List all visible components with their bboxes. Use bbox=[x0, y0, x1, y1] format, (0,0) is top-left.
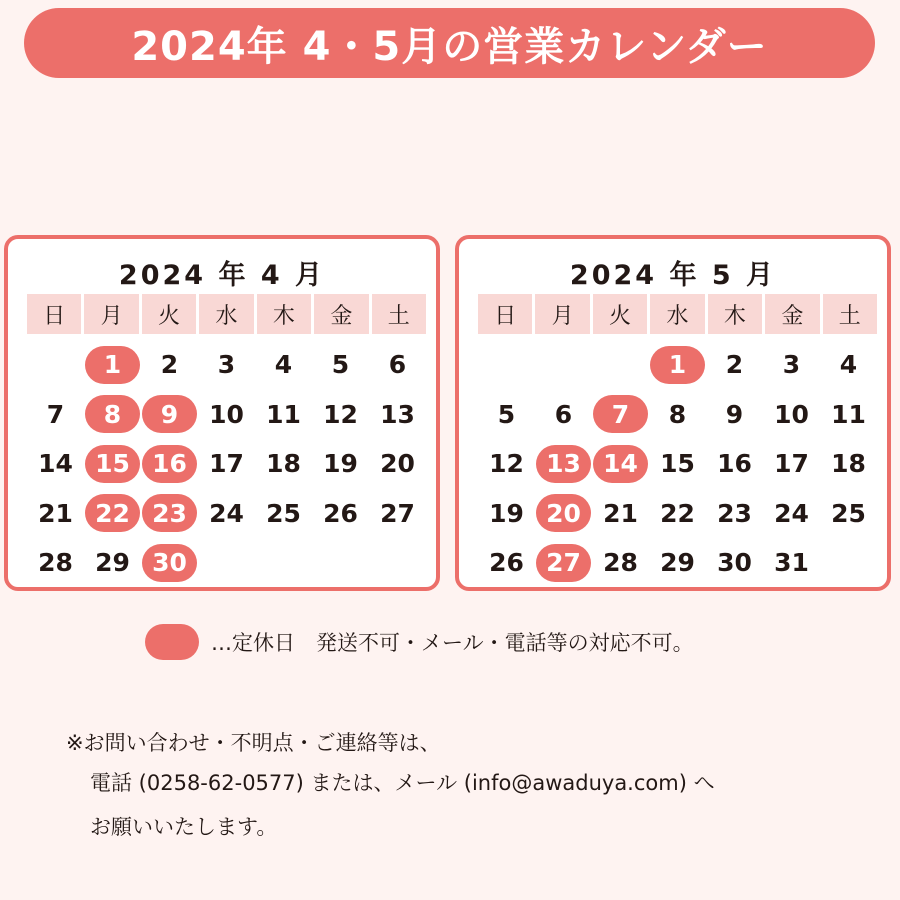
day-cell bbox=[649, 340, 706, 390]
day-cell bbox=[141, 538, 198, 588]
day-cell bbox=[255, 489, 312, 539]
contact-note-line: お願いいたします。 bbox=[90, 815, 278, 839]
day-number: 31 bbox=[774, 548, 809, 578]
closed-day-number: 1 bbox=[650, 346, 705, 384]
day-cell bbox=[478, 439, 535, 489]
day-number: 12 bbox=[489, 449, 524, 479]
day-number: 16 bbox=[717, 449, 752, 479]
closed-day-number: 7 bbox=[593, 395, 648, 433]
weekday-cell: 日 bbox=[27, 294, 81, 334]
day-number: 8 bbox=[668, 399, 687, 429]
day-cell bbox=[27, 489, 84, 539]
day-cell bbox=[649, 390, 706, 440]
weekday-cell: 木 bbox=[708, 294, 762, 334]
day-cell bbox=[592, 439, 649, 489]
closed-day-number: 22 bbox=[85, 494, 140, 532]
weekday-cell: 月 bbox=[535, 294, 589, 334]
day-cell bbox=[255, 340, 312, 390]
day-number: 4 bbox=[274, 350, 293, 380]
day-number: 4 bbox=[839, 350, 858, 380]
legend bbox=[145, 622, 694, 662]
day-cell bbox=[141, 340, 198, 390]
day-cell bbox=[478, 340, 535, 390]
day-grid bbox=[478, 340, 877, 588]
day-cell bbox=[820, 489, 877, 539]
weekday-cell: 水 bbox=[199, 294, 253, 334]
day-number: 17 bbox=[774, 449, 809, 479]
day-number: 30 bbox=[717, 548, 752, 578]
day-cell bbox=[763, 340, 820, 390]
day-number: 22 bbox=[660, 498, 695, 528]
calendar-april bbox=[4, 235, 440, 591]
calendar-may bbox=[455, 235, 891, 591]
day-cell bbox=[592, 390, 649, 440]
closed-day-number: 23 bbox=[142, 494, 197, 532]
day-cell bbox=[706, 439, 763, 489]
day-number: 29 bbox=[660, 548, 695, 578]
day-cell bbox=[592, 538, 649, 588]
day-cell bbox=[198, 340, 255, 390]
day-number: 6 bbox=[554, 399, 573, 429]
day-cell bbox=[820, 390, 877, 440]
day-number: 14 bbox=[38, 449, 73, 479]
day-cell bbox=[535, 390, 592, 440]
day-number: 21 bbox=[38, 498, 73, 528]
weekday-cell: 金 bbox=[314, 294, 368, 334]
closed-day-number: 15 bbox=[85, 445, 140, 483]
day-cell bbox=[478, 538, 535, 588]
day-cell bbox=[820, 340, 877, 390]
day-number bbox=[536, 346, 591, 384]
day-cell bbox=[27, 538, 84, 588]
day-number: 15 bbox=[660, 449, 695, 479]
day-number: 3 bbox=[782, 350, 801, 380]
day-cell bbox=[706, 390, 763, 440]
day-number: 2 bbox=[160, 350, 179, 380]
day-number: 17 bbox=[209, 449, 244, 479]
day-cell bbox=[84, 390, 141, 440]
day-number: 24 bbox=[209, 498, 244, 528]
closed-day-swatch bbox=[145, 624, 199, 660]
day-cell bbox=[141, 489, 198, 539]
day-cell bbox=[198, 390, 255, 440]
weekday-header bbox=[478, 294, 877, 334]
weekday-cell: 火 bbox=[142, 294, 196, 334]
day-cell bbox=[649, 538, 706, 588]
day-number: 11 bbox=[266, 399, 301, 429]
day-number: 5 bbox=[331, 350, 350, 380]
day-cell bbox=[255, 538, 312, 588]
day-cell bbox=[369, 340, 426, 390]
day-cell bbox=[312, 489, 369, 539]
day-number bbox=[370, 544, 425, 582]
contact-note-line: ※お問い合わせ・不明点・ご連絡等は、 bbox=[66, 731, 441, 755]
day-number: 28 bbox=[603, 548, 638, 578]
day-number: 13 bbox=[380, 399, 415, 429]
weekday-cell: 月 bbox=[84, 294, 138, 334]
day-cell bbox=[478, 390, 535, 440]
day-number: 26 bbox=[489, 548, 524, 578]
day-number bbox=[479, 346, 534, 384]
day-number: 11 bbox=[831, 399, 866, 429]
page-title: 2024年 4・5月の営業カレンダー bbox=[131, 23, 768, 70]
day-number bbox=[199, 544, 254, 582]
weekday-cell: 火 bbox=[593, 294, 647, 334]
day-cell bbox=[312, 390, 369, 440]
day-number: 19 bbox=[323, 449, 358, 479]
day-cell bbox=[592, 340, 649, 390]
day-number: 27 bbox=[380, 498, 415, 528]
closed-day-number: 30 bbox=[142, 544, 197, 582]
day-number: 21 bbox=[603, 498, 638, 528]
day-number: 9 bbox=[725, 399, 744, 429]
closed-day-number: 1 bbox=[85, 346, 140, 384]
day-number: 20 bbox=[380, 449, 415, 479]
weekday-cell: 水 bbox=[650, 294, 704, 334]
day-number: 28 bbox=[38, 548, 73, 578]
day-cell bbox=[649, 439, 706, 489]
day-cell bbox=[369, 489, 426, 539]
day-cell bbox=[312, 340, 369, 390]
day-cell bbox=[535, 538, 592, 588]
day-cell bbox=[592, 489, 649, 539]
day-cell bbox=[27, 390, 84, 440]
day-cell bbox=[649, 489, 706, 539]
day-number: 26 bbox=[323, 498, 358, 528]
day-cell bbox=[369, 390, 426, 440]
day-grid bbox=[27, 340, 426, 588]
day-number: 6 bbox=[388, 350, 407, 380]
day-cell bbox=[84, 340, 141, 390]
contact-note-line: 電話 (0258-62-0577) または、メール (info@awaduya.com) へ bbox=[90, 771, 715, 795]
day-number: 29 bbox=[95, 548, 130, 578]
weekday-cell: 土 bbox=[823, 294, 877, 334]
day-cell bbox=[84, 489, 141, 539]
day-cell bbox=[141, 390, 198, 440]
calendar-title: 2024 年 4 月 bbox=[118, 260, 326, 291]
day-number bbox=[28, 346, 83, 384]
day-cell bbox=[535, 340, 592, 390]
day-cell bbox=[198, 538, 255, 588]
weekday-cell: 土 bbox=[372, 294, 426, 334]
day-cell bbox=[27, 439, 84, 489]
calendar-title: 2024 年 5 月 bbox=[569, 260, 777, 291]
closed-day-number: 27 bbox=[536, 544, 591, 582]
weekday-cell: 金 bbox=[765, 294, 819, 334]
closed-day-number: 14 bbox=[593, 445, 648, 483]
day-cell bbox=[706, 489, 763, 539]
day-number: 18 bbox=[266, 449, 301, 479]
day-cell bbox=[763, 538, 820, 588]
title-banner bbox=[24, 8, 875, 78]
day-cell bbox=[820, 538, 877, 588]
day-cell bbox=[706, 340, 763, 390]
day-cell bbox=[763, 390, 820, 440]
day-cell bbox=[478, 489, 535, 539]
day-number: 5 bbox=[497, 399, 516, 429]
day-cell bbox=[369, 538, 426, 588]
closed-day-number: 9 bbox=[142, 395, 197, 433]
day-cell bbox=[763, 489, 820, 539]
day-number bbox=[821, 544, 876, 582]
weekday-cell: 木 bbox=[257, 294, 311, 334]
day-number: 7 bbox=[46, 399, 65, 429]
day-cell bbox=[84, 538, 141, 588]
day-cell bbox=[706, 538, 763, 588]
day-cell bbox=[820, 439, 877, 489]
day-cell bbox=[535, 439, 592, 489]
legend-text: …定休日 発送不可・メール・電話等の対応不可。 bbox=[211, 631, 694, 655]
day-cell bbox=[198, 439, 255, 489]
day-cell bbox=[27, 340, 84, 390]
day-cell bbox=[255, 439, 312, 489]
day-cell bbox=[763, 439, 820, 489]
day-number: 2 bbox=[725, 350, 744, 380]
day-number: 18 bbox=[831, 449, 866, 479]
closed-day-number: 8 bbox=[85, 395, 140, 433]
day-number: 10 bbox=[774, 399, 809, 429]
closed-day-number: 20 bbox=[536, 494, 591, 532]
day-number bbox=[593, 346, 648, 384]
day-cell bbox=[84, 439, 141, 489]
day-number: 25 bbox=[831, 498, 866, 528]
day-number bbox=[313, 544, 368, 582]
day-number: 25 bbox=[266, 498, 301, 528]
day-number: 23 bbox=[717, 498, 752, 528]
day-cell bbox=[255, 390, 312, 440]
weekday-header bbox=[27, 294, 426, 334]
day-number bbox=[256, 544, 311, 582]
day-number: 12 bbox=[323, 399, 358, 429]
day-cell bbox=[535, 489, 592, 539]
day-number: 19 bbox=[489, 498, 524, 528]
day-cell bbox=[141, 439, 198, 489]
day-number: 24 bbox=[774, 498, 809, 528]
day-number: 10 bbox=[209, 399, 244, 429]
closed-day-number: 16 bbox=[142, 445, 197, 483]
day-cell bbox=[198, 489, 255, 539]
day-cell bbox=[312, 439, 369, 489]
day-cell bbox=[369, 439, 426, 489]
day-number: 3 bbox=[217, 350, 236, 380]
closed-day-number: 13 bbox=[536, 445, 591, 483]
weekday-cell: 日 bbox=[478, 294, 532, 334]
day-cell bbox=[312, 538, 369, 588]
